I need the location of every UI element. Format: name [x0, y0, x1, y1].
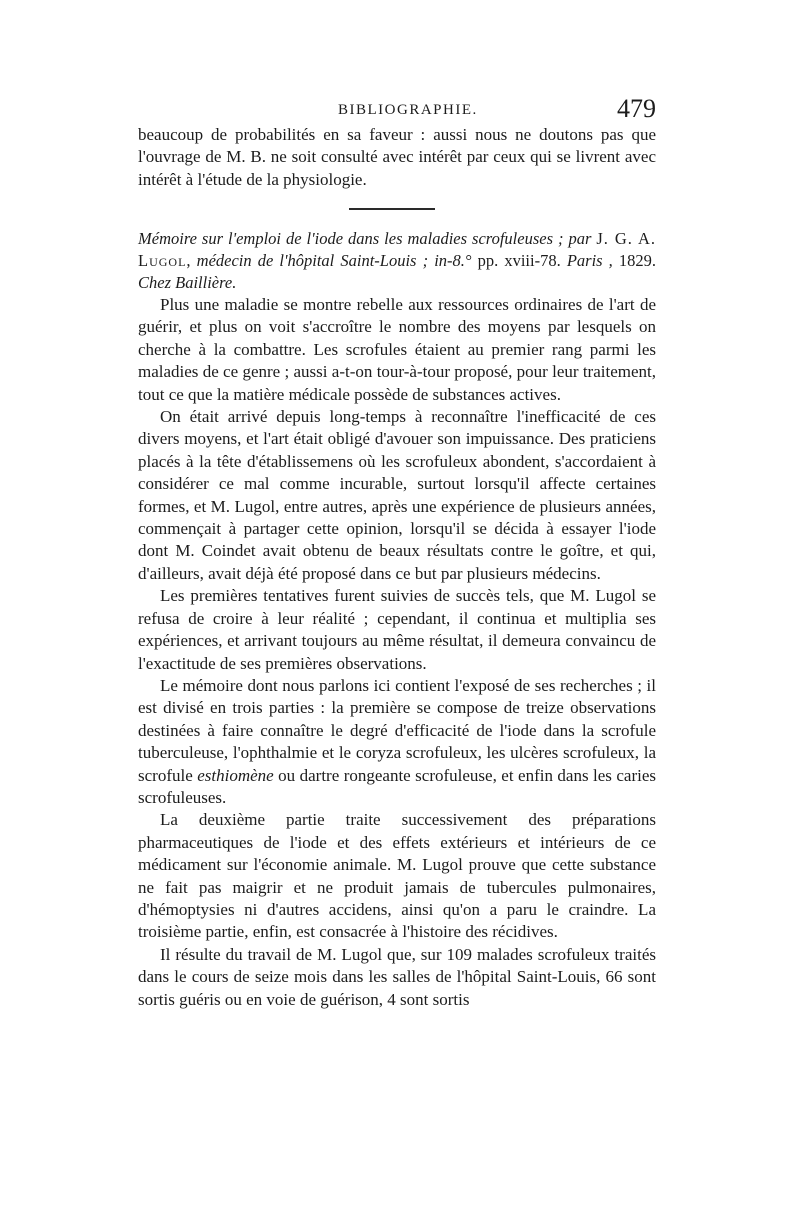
body-text: Le mémoire dont nous parlons ici contient l'exposé de ses recherches ; il est divisé en trois parties : la première se compose de treize observations destinées à faire connaître le degré d'efficacité de l'iode dans la scrofule tuberculeuse, l'ophthalmie et le coryza scrofuleux, les ulcères scrofuleux, la scrofule	[138, 675, 656, 785]
reference-year: 1829.	[618, 251, 657, 270]
reference-pages: pp. xviii-78.	[477, 251, 561, 270]
body-text: ou dartre rongeante scrofuleuse, et enfin dans les caries scrofuleuses.	[138, 765, 656, 807]
reference-affiliation: médecin de l'hôpital Saint-Louis ;	[196, 251, 429, 270]
page-number: 479	[617, 94, 656, 123]
intro-paragraph: beaucoup de probabilités en sa faveur : aussi nous ne doutons pas que l'ouvrage de M. B. ne soit consulté avec intérêt par ceux qui se livrent avec intérêt à l'étude de la physiologie.	[138, 125, 656, 189]
reference-publisher: Chez Baillière.	[138, 273, 237, 292]
reference-separator: ,	[186, 251, 197, 270]
intro-paragraph-block	[138, 124, 656, 191]
body-emphasis: esthiomène	[197, 765, 274, 785]
body-paragraph: On était arrivé depuis long-temps à reconnaître l'inefficacité de ces divers moyens, et l'art était obligé d'avouer son impuissance. Des praticiens placés à la tête d'établissemens où les scrofuleux abondent, s'accordaient à considérer ce mal comme incurable, surtout lorsqu'il affecte certaines formes, et M. Lugol, entre autres, après une expérience de plusieurs années, commençait à partager cette opinion, lorsqu'il se décida à essayer l'iode dont M. Coindet avait obtenu de beaux résultats contre le goître, et qui, d'ailleurs, avait déjà été proposé dans ce but par plusieurs médecins.	[138, 407, 656, 583]
reference-line	[138, 228, 656, 294]
page-header	[138, 96, 656, 126]
body-paragraph: Il résulte du travail de M. Lugol que, sur 109 malades scrofuleux traités dans le cours de seize mois dans les salles de l'hôpital Saint-Louis, 66 sont sortis guéris ou en voie de guérison, 4 sont sortis	[138, 944, 656, 1009]
bibliographic-reference	[138, 228, 656, 294]
reference-title: Mémoire sur l'emploi de l'iode dans les maladies scrofuleuses ;	[138, 229, 564, 248]
running-head: BIBLIOGRAPHIE.	[338, 102, 478, 118]
review-body	[138, 294, 656, 1011]
body-paragraph: Plus une maladie se montre rebelle aux ressources ordinaires de l'art de guérir, et plus on voit s'accroître le nombre des moyens par lesquels on cherche à la combattre. Les scrofules étaient au premier rang parmi les maladies de ce genre ; aussi a-t-on tour-à-tour proposé, pour leur traitement, tout ce que la matière médicale possède de substances actives.	[138, 295, 656, 404]
reference-format: in-8.°	[434, 251, 472, 270]
section-divider	[349, 208, 435, 210]
reference-place: Paris ,	[566, 251, 613, 270]
reference-by: par	[568, 229, 592, 248]
body-paragraph	[138, 675, 656, 809]
reference-author: J. G. A. Lugol	[138, 229, 657, 270]
body-paragraph: La deuxième partie traite successivement des préparations pharmaceutiques de l'iode et des effets extérieurs et intérieurs de ce médicament sur l'économie animale. M. Lugol prouve que cette substance ne fait pas maigrir et ne produit jamais de tubercules pulmonaires, d'hémoptysies ni d'autres accidens, ainsi qu'on a paru le craindre. La troisième partie, enfin, est consacrée à l'histoire des récidives.	[138, 810, 656, 942]
body-paragraph: Les premières tentatives furent suivies de succès tels, que M. Lugol se refusa de croire à leur réalité ; cependant, il continua et multiplia ses expériences, et arrivant toujours au même résultat, il demeura convaincu de l'exactitude de ses premières observations.	[138, 586, 656, 673]
